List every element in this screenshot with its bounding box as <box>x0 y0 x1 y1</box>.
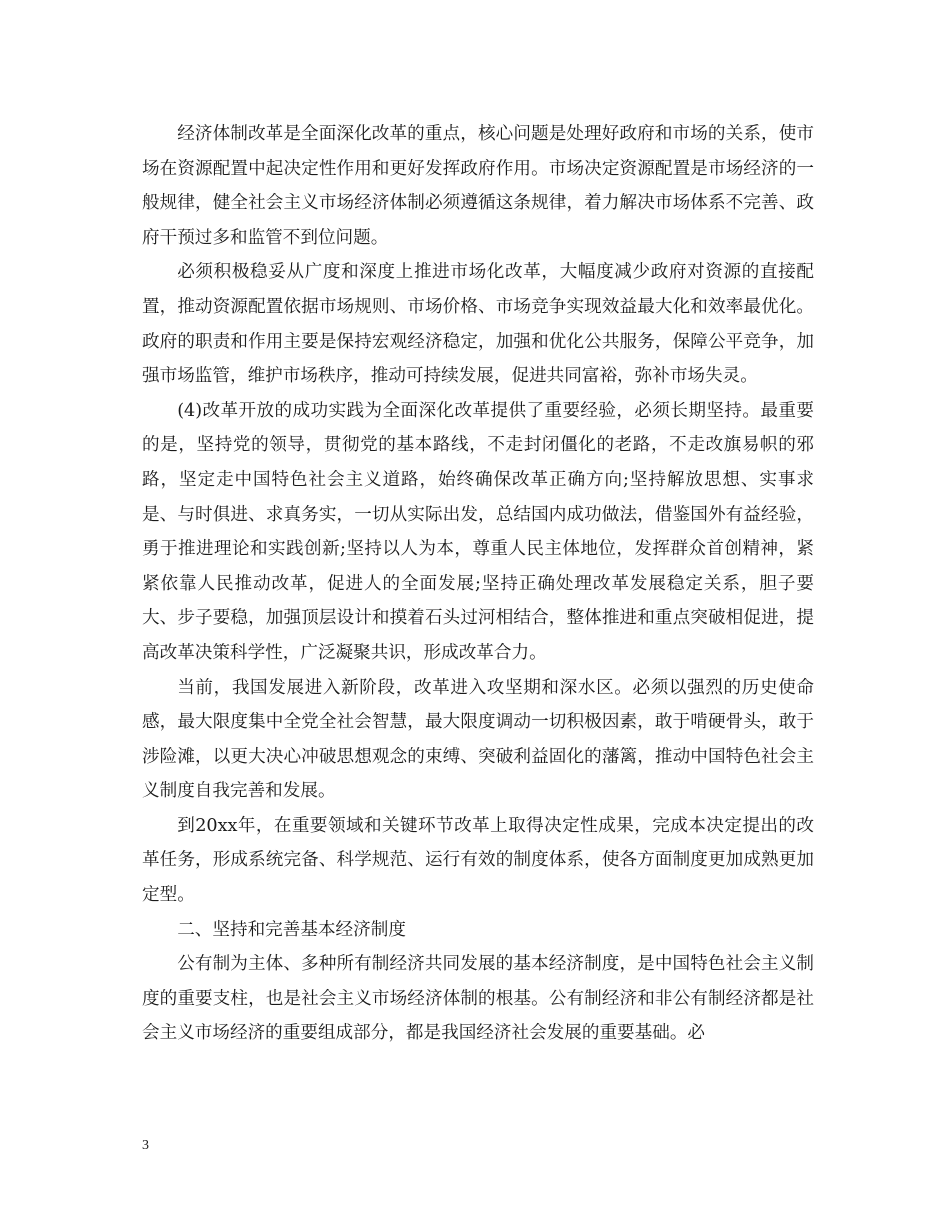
paragraph-2: 必须积极稳妥从广度和深度上推进市场化改革，大幅度减少政府对资源的直接配置，推动资源配置依据市场规则、市场价格、市场竞争实现效益最大化和效率最优化。政府的职责和作用主要是保持宏观经济稳定，加强和优化公共服务，保障公平竞争，加强市场监管，维护市场秩序，推动可持续发展，促进共同富裕，弥补市场失灵。 <box>142 262 814 387</box>
paragraph-7: 公有制为主体、多种所有制经济共同发展的基本经济制度，是中国特色社会主义制度的重要支柱，也是社会主义市场经济体制的根基。公有制经济和非公有制经济都是社会主义市场经济的重要组成部分，都是我国经济社会发展的重要基础。必 <box>142 954 814 1044</box>
paragraph-4: 当前，我国发展进入新阶段，改革进入攻坚期和深水区。必须以强烈的历史使命感，最大限度集中全党全社会智慧，最大限度调动一切积极因素，敢于啃硬骨头，敢于涉险滩，以更大决心冲破思想观念的束缚、突破利益固化的藩篱，推动中国特色社会主义制度自我完善和发展。 <box>142 677 814 802</box>
document-body <box>142 117 814 1051</box>
paragraph-5: 到20xx年，在重要领域和关键环节改革上取得决定性成果，完成本决定提出的改革任务，形成系统完备、科学规范、运行有效的制度体系，使各方面制度更加成熟更加定型。 <box>142 815 814 906</box>
section-heading: 二、坚持和完善基本经济制度 <box>177 919 406 940</box>
paragraph-3: (4)改革开放的成功实践为全面深化改革提供了重要经验，必须长期坚持。最重要的是，坚持党的领导，贯彻党的基本路线，不走封闭僵化的老路，不走改旗易帜的邪路，坚定走中国特色社会主义道路，始终确保改革正确方向;坚持解放思想、实事求是、与时俱进、求真务实，一切从实际出发，总结国内成功做法，借鉴国外有益经验，勇于推进理论和实践创新;坚持以人为本，尊重人民主体地位，发挥群众首创精神，紧紧依靠人民推动改革，促进人的全面发展;坚持正确处理改革发展稳定关系，胆子要大、步子要稳，加强顶层设计和摸着石头过河相结合，整体推进和重点突破相促进，提高改革决策科学性，广泛凝聚共识，形成改革合力。 <box>142 400 814 663</box>
page-number: 3 <box>142 1138 149 1153</box>
paragraph-1: 经济体制改革是全面深化改革的重点，核心问题是处理好政府和市场的关系，使市场在资源配置中起决定性作用和更好发挥政府作用。市场决定资源配置是市场经济的一般规律，健全社会主义市场经济体制必须遵循这条规律，着力解决市场体系不完善、政府干预过多和监管不到位问题。 <box>142 124 814 248</box>
